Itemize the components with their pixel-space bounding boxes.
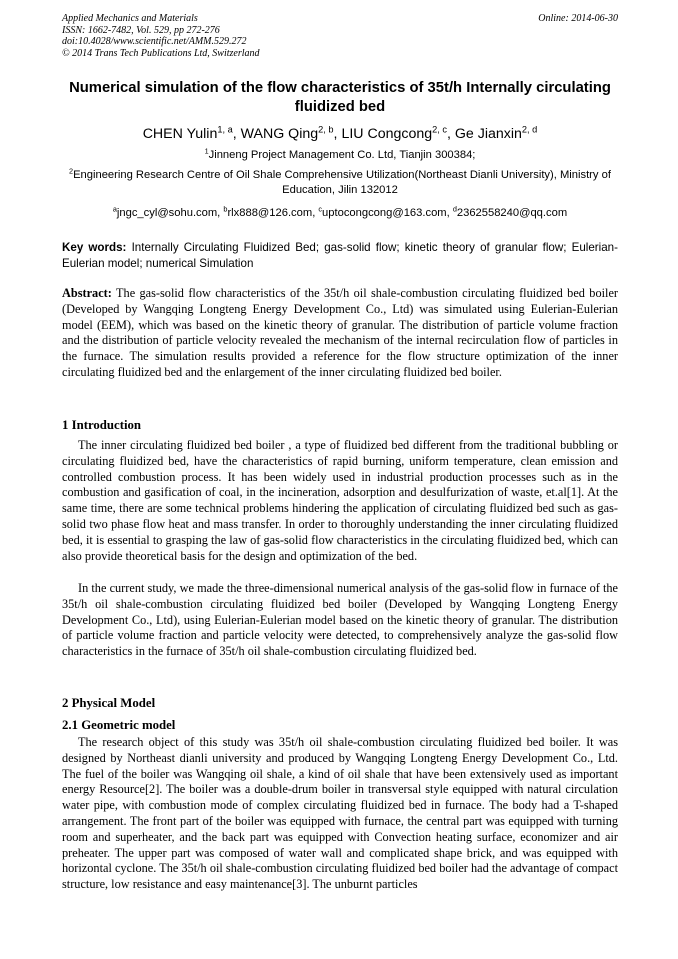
abstract-label: Abstract: — [62, 286, 112, 300]
author-list — [62, 125, 618, 143]
affiliation-2: $^2$Engineering Research Centre of Oil Shale Comprehensive Utilization(Northeast Dianli University), Ministry of Education, Jilin 132012 — [69, 166, 611, 196]
journal-copyright: © 2014 Trans Tech Publications Ltd, Switzerland — [62, 47, 260, 59]
subsection-heading-geometric-model: 2.1 Geometric model — [62, 718, 176, 732]
author: LIU Congcong$^{2, c}$, — [341, 124, 455, 142]
introduction-paragraph-2: In the current study, we made the three-dimensional numerical analysis of the gas-solid flow in furnace of the 35t/h oil shale-combustion circulating fluidized bed boiler (Developed by Wangqing Longteng Energy Development Co., Ltd), using Eulerian-Eulerian model based on the kinetic theory of granular. The distribution of particle volume fraction and particle velocity were detected, to comprehensively analyze the gas-solid flow characteristics in the furnace of 35t/h oil shale-combustion circulating fluidized bed. — [62, 581, 618, 659]
online-date: Online: 2014-06-30 — [538, 13, 618, 24]
abstract — [62, 286, 618, 381]
affiliation-1: $^1$Jinneng Project Management Co. Ltd, Tianjin 300384; — [204, 146, 476, 161]
abstract-text: The gas-solid flow characteristics of the 35t/h oil shale-combustion circulating fluidized bed boiler (Developed by Wangqing Longteng Energy Development Co., Ltd) was simulated using Eulerian-Eulerian model (EEM), which was based on the kinetic theory of granular. The distribution of particle volume fraction and the distribution of particle velocity revealed the mechanism of the internal recirculation flow of particles in the furnace. The simulation results provided a reference for the flow structure optimization of the inner circulating fluidized bed and the enlargement of the inner circulating fluidized bed boiler. — [62, 286, 618, 379]
geometric-model-paragraph: The research object of this study was 35t/h oil shale-combustion circulating fluidized bed boiler. It was designed by Northeast dianli university and produced by Wangqing Longteng Energy Development Co., Ltd. The fuel of the boiler was Wangqing oil shale, a kind of oil shale that have been extensively used as important energy Resource[2]. The boiler was a double-drum boiler in transversal style equipped with natural circulation water pipe, with combustion mode of complex circulating fluidized bed in furnace. The body had a T-shaped arrangement. The front part of the boiler was equipped with furnace, the central part was equipped with turning room and superheater, and the back part was equipped with Convection heating surface, economizer and air preheater. The upper part was composed of water wall and complicated shape brick, and was equipped with horizontal cyclone. The 35t/h oil shale-combustion circulating fluidized bed boiler had the advantage of compact structure, low resistance and easy maintenance[3]. The unburnt particles — [62, 735, 618, 892]
author: WANG Qing$^{2, b}$, — [240, 124, 342, 142]
author: Ge Jianxin$^{2, d}$ — [454, 124, 538, 142]
journal-issn: ISSN: 1662-7482, Vol. 529, pp 272-276 — [62, 24, 220, 36]
paper-title: Numerical simulation of the flow characteristics of 35t/h Internally circulating fluidized bed — [69, 80, 611, 115]
journal-doi: doi:10.4028/www.scientific.net/AMM.529.272 — [62, 36, 247, 47]
keywords-label: Key words: — [62, 241, 127, 254]
keywords — [62, 240, 618, 271]
section-heading-physical-model: 2 Physical Model — [62, 696, 156, 710]
introduction-paragraph-1: The inner circulating fluidized bed boiler , a type of fluidized bed different from the traditional bubbling or circulating fluidized bed, have the characteristics of rapid burning, uniform temperature, clean emission and controlled combustion process. It has been widely used in industrial production processes such as in the combustion and gasification of coal, in the incineration, adsorption and desulfurization of waste, et.al[1]. At the same time, there are some technical problems hindering the application of circulating fluidized bed such as gas-solid two phase flow heat and mass transfer. In order to thoroughly understanding the inner circulating fluidized bed, it is essential to grasping the law of gas-solid flow characteristics in the circulating fluidized bed, which can also provide theoretical basis for the design and optimization of the bed. — [62, 438, 618, 563]
journal-header — [62, 13, 618, 59]
author: CHEN Yulin$^{1, a}$, — [142, 124, 241, 142]
journal-name: Applied Mechanics and Materials — [62, 13, 198, 24]
author-emails: $^a$jngc_cyl@sohu.com, $^b$rlx888@126.com, $^c$uptocongcong@163.com, $^d$2362558240@qq.com — [112, 204, 568, 219]
keywords-text: Internally Circulating Fluidized Bed; gas-solid flow; kinetic theory of granular flow; Eulerian-Eulerian model; numerical Simulation — [62, 241, 618, 270]
section-heading-introduction: 1 Introduction — [62, 418, 142, 432]
